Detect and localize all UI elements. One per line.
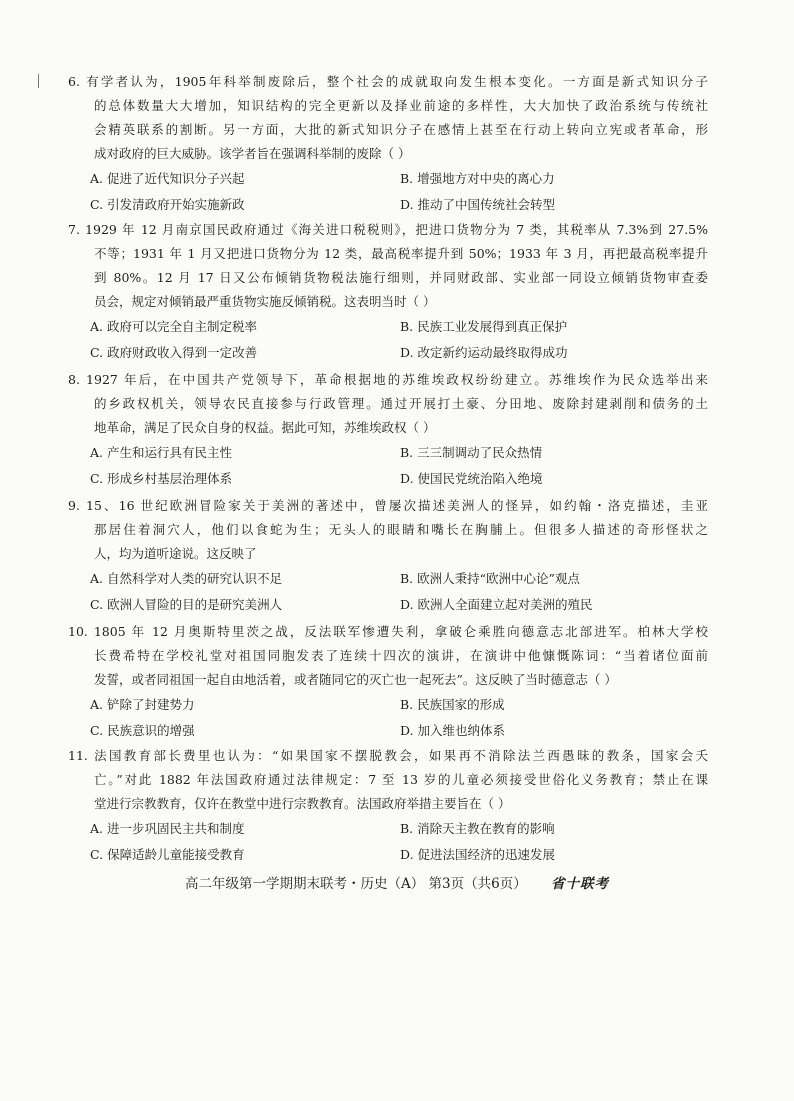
question-10 [68, 620, 708, 744]
options-row [68, 314, 708, 340]
options-row [68, 692, 708, 718]
options-row [68, 718, 708, 744]
option-d[interactable]: D. 使国民党统治陷入绝境 [400, 471, 543, 486]
option-d[interactable]: D. 欧洲人全面建立起对美洲的殖民 [400, 597, 593, 612]
question-line: 8. 1927 年后，在中国共产党领导下，革命根据地的苏维埃政权纷纷建立。苏维埃作为民众选举出来 [68, 372, 708, 387]
option-a[interactable]: A. 铲除了封建势力 [90, 697, 195, 712]
question-line: 成对政府的巨大威胁。该学者旨在强调科举制的废除（ ） [94, 146, 411, 161]
question-6 [68, 70, 708, 218]
question-line: 会精英联系的割断。另一方面，大批的新式知识分子在感情上甚至在行动上转向立宪或者革命，形 [94, 122, 708, 137]
question-line: 堂进行宗教教育，仅许在教堂中进行宗教教育。法国政府举措主要旨在（ ） [94, 796, 511, 811]
option-a[interactable]: A. 产生和运行具有民主性 [90, 445, 232, 460]
option-d[interactable]: D. 促进法国经济的迅速发展 [400, 847, 556, 862]
options-row [68, 166, 708, 192]
question-line: 7. 1929 年 12 月南京国民政府通过《海关进口税税则》，把进口货物分为 7 类，其税率从 7.3%到 27.5% [68, 222, 708, 237]
question-line: 发誓，或者同祖国一起自由地活着，或者随同它的灭亡也一起死去”。这反映了当时德意志（ ） [94, 672, 617, 687]
option-c[interactable]: C. 欧洲人冒险的目的是研究美洲人 [90, 597, 283, 612]
question-9 [68, 494, 708, 618]
question-line: 的乡政权机关，领导农民直接参与行政管理。通过开展打土豪、分田地、废除封建剥削和债务的土 [94, 396, 708, 411]
option-c[interactable]: C. 形成乡村基层治理体系 [90, 471, 233, 486]
option-b[interactable]: B. 民族工业发展得到真正保护 [400, 319, 568, 334]
option-d[interactable]: D. 改定新约运动最终取得成功 [400, 345, 568, 360]
question-8 [68, 368, 708, 492]
option-a[interactable]: A. 政府可以完全自主制定税率 [90, 319, 257, 334]
footer-brand: 省十联考 [551, 876, 609, 892]
option-d[interactable]: D. 加入维也纳体系 [400, 723, 506, 738]
question-line: 9. 15、16 世纪欧洲冒险家关于美洲的著述中，曾屡次描述美洲人的怪异，如约翰・洛克描述，圭亚 [68, 498, 708, 513]
margin-mark [38, 74, 39, 88]
question-line: 到 80%。12 月 17 日又公布倾销货物税法施行细则，并同财政部、实业部一同设立倾销货物审查委 [94, 270, 708, 285]
question-line: 6. 有学者认为，1905年科举制废除后，整个社会的成就取向发生根本变化。一方面是新式知识分子 [68, 74, 708, 89]
question-line: 的总体数量大大增加，知识结构的完全更新以及择业前途的多样性，大大加快了政治系统与传统社 [94, 98, 708, 113]
page-footer [0, 872, 794, 892]
question-line: 人，均为道听途说。这反映了 [94, 546, 257, 561]
option-a[interactable]: A. 自然科学对人类的研究认识不足 [90, 571, 282, 586]
options-row [68, 466, 708, 492]
footer-text: 高二年级第一学期期末联考・历史（A） 第3页（共6页） [184, 876, 527, 892]
option-b[interactable]: B. 民族国家的形成 [400, 697, 505, 712]
options-row [68, 592, 708, 618]
option-c[interactable]: C. 政府财政收入得到一定改善 [90, 345, 258, 360]
question-line: 亡。”对此 1882 年法国政府通过法律规定：7 至 13 岁的儿童必须接受世俗化义务教育；禁止在课 [94, 772, 708, 787]
options-row [68, 566, 708, 592]
options-row [68, 816, 708, 842]
question-line: 员会，规定对倾销最严重货物实施反倾销税。这表明当时（ ） [94, 294, 436, 309]
question-line: 10. 1805 年 12 月奥斯特里茨之战，反法联军惨遭失利，拿破仑乘胜向德意志北部进军。柏林大学校 [68, 624, 708, 639]
question-line: 那居住着洞穴人，他们以食蛇为生；无头人的眼睛和嘴长在胸脯上。但很多人描述的奇形怪状之 [94, 522, 708, 537]
question-line: 长费希特在学校礼堂对祖国同胞发表了连续十四次的演讲，在演讲中他慷慨陈词：“当着诸位面前 [94, 648, 708, 663]
option-c[interactable]: C. 保障适龄儿童能接受教育 [90, 847, 245, 862]
options-row [68, 842, 708, 868]
option-b[interactable]: B. 消除天主教在教育的影响 [400, 821, 555, 836]
question-7 [68, 218, 708, 366]
question-11 [68, 744, 708, 868]
question-line: 11. 法国教育部长费里也认为：“如果国家不摆脱教会，如果再不消除法兰西愚昧的教条，国家会夭 [68, 748, 708, 763]
option-a[interactable]: A. 促进了近代知识分子兴起 [90, 171, 245, 186]
option-c[interactable]: C. 引发清政府开始实施新政 [90, 197, 245, 212]
options-row [68, 192, 708, 218]
option-b[interactable]: B. 增强地方对中央的离心力 [400, 171, 555, 186]
options-row [68, 340, 708, 366]
question-line: 不等；1931 年 1 月又把进口货物分为 12 类，最高税率提升到 50%；1933 年 3 月，再把最高税率提升 [94, 246, 708, 261]
option-b[interactable]: B. 欧洲人秉持“欧洲中心论”观点 [400, 571, 580, 586]
option-a[interactable]: A. 进一步巩固民主共和制度 [90, 821, 245, 836]
option-c[interactable]: C. 民族意识的增强 [90, 723, 195, 738]
option-b[interactable]: B. 三三制调动了民众热情 [400, 445, 543, 460]
question-line: 地革命，满足了民众自身的权益。据此可知，苏维埃政权（ ） [94, 420, 436, 435]
option-d[interactable]: D. 推动了中国传统社会转型 [400, 197, 556, 212]
options-row [68, 440, 708, 466]
